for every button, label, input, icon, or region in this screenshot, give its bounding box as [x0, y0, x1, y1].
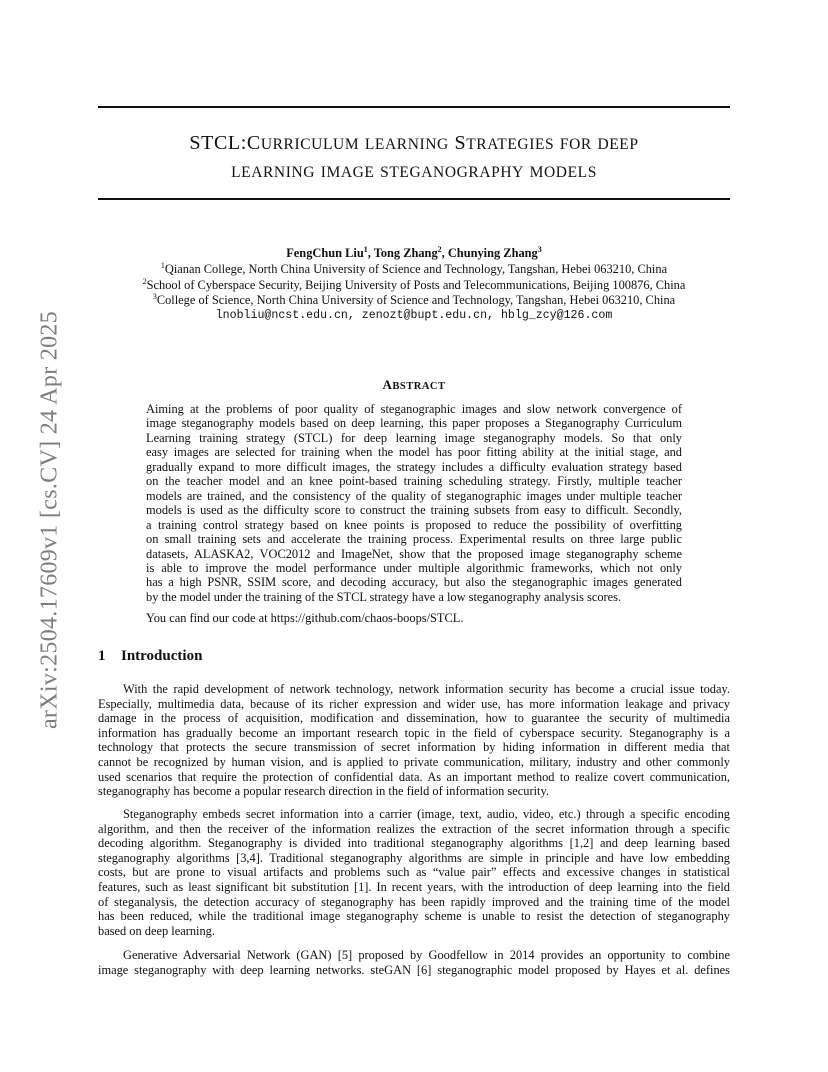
abstract-line: gradually expand to more difficult images, the strategy includes a difficulty evaluation strategy based [146, 459, 682, 474]
author-name: Tong Zhang [373, 246, 438, 260]
paragraph-line: of steganalysis, the detection accuracy of steganography has been rapidly improved and the training time of the model [98, 894, 730, 909]
section-number: 1 [98, 648, 106, 664]
paragraph-line: Especially, multimedia data, because of its richer expression and wider use, has more information leakage and privacy [98, 696, 730, 711]
abstract-line: on small training sets and accelerate the training process. Experimental results on three large public [146, 532, 682, 547]
affiliation-1: $^1$Qianan College, North China University of Science and Technology, Tangshan, Hebei 063210, China [160, 261, 668, 276]
author-name: FengChun Liu [286, 246, 364, 260]
paragraph-line: based on deep learning. [98, 923, 215, 938]
paragraph-line: image steganography with deep learning networks. steGAN [6] steganographic model proposed by Hayes et al. defines [98, 962, 730, 977]
paragraph-line: steganography algorithms [3,4]. Traditional steganography algorithms are simple in principle and have low embedding [98, 850, 730, 865]
abstract-line: is able to improve the model performance under multiple algorithmic frameworks, which not only [146, 560, 682, 575]
paragraph-line: costs, but are prone to visual artifacts and problems such as “value pair” effects and excessive changes in statistical [98, 865, 730, 880]
abstract-line: models is used as the difficulty score to construct the training subsets from easy to difficult. Secondly, [146, 503, 682, 518]
abstract-line: Aiming at the problems of poor quality of steganographic images and slow network convergence of [146, 402, 682, 416]
abstract-line: has a high PSNR, SSIM score, and decoding accuracy, but also the steganographic images generated [146, 575, 682, 590]
abstract-line: a training control strategy based on knee points is proposed to reduce the possibility of overfitting [146, 517, 682, 532]
abstract-code-link-line: You can find our code at https://github.com/chaos-boops/STCL. [146, 611, 464, 625]
affiliation-3: $^3$College of Science, North China University of Science and Technology, Tangshan, Hebei 063210, China [152, 292, 676, 307]
paragraph-line: steganography has become a popular research direction in the field of information security. [98, 784, 549, 799]
abstract-line: models are trained, and the consistency of the quality of steganographic images under multiple teacher [146, 488, 682, 503]
paragraph-line: information has gradually become an important research topic in the field of cyberspace security. Steganography is a [98, 725, 730, 740]
paragraph-line: used scenarios that require the protection of confidential data. As an important method to realize covert communication, [98, 769, 730, 784]
author-name: Chunying Zhang [447, 246, 538, 260]
paragraph-line: has been reduced, while the traditional image steganography scheme is unable to resist the detection of steganography [98, 909, 730, 924]
paragraph-line: features, such as least significant bit substitution [1]. In recent years, with the introduction of deep learning into the field [98, 880, 730, 894]
paragraph-line: Generative Adversarial Network (GAN) [5] proposed by Goodfellow in 2014 provides an opportunity to combine [123, 948, 730, 962]
author-emails: lnobliu@ncst.edu.cn, zenozt@bupt.edu.cn, hblg_zcy@126.com [215, 309, 613, 322]
paragraph-line: Steganography embeds secret information into a carrier (image, text, audio, video, etc.) through a specific encoding [123, 807, 730, 821]
abstract-line: on the teacher model and an knee point-based training scheduling strategy. Firstly, multiple teacher [146, 474, 682, 489]
abstract-heading: ABSTRACT [382, 377, 446, 392]
abstract-line: easy images are selected for training when the model has poor fitting ability at the initial stage, and [146, 445, 682, 460]
paragraph-line: damage in the process of acquisition, modification and dissemination, how to guarantee the security of multimedia [98, 711, 730, 726]
section-heading-introduction [98, 648, 202, 665]
abstract-line: image steganography models based on deep learning, this paper proposes a Steganography Curriculum [146, 416, 682, 431]
paper-title-line-2: LEARNING IMAGE STEGANOGRAPHY MODELS [231, 164, 597, 181]
abstract-line: by the model under the training of the STCL strategy have a low steganography analysis scores. [146, 589, 622, 604]
author-list: FengChun Liu$^1$, Tong Zhang$^2$, Chunying Zhang$^3$ [286, 245, 542, 260]
title-top-rule [98, 106, 730, 108]
paragraph-line: algorithm, and then the receiver of the information realizes the extraction of the secret information through a specific [98, 821, 730, 836]
paragraph-line: cannot be recognized by human vision, and is applied to private communication, military, industry and other commonly [98, 755, 730, 769]
paper-title-line-1: STCL:CURRICULUM LEARNING STRATEGIES FOR DEEP [189, 132, 639, 154]
abstract-line: datasets, ALASKA2, VOC2012 and ImageNet, show that the proposed image steganography scheme [146, 546, 682, 561]
paragraph-line: decoding algorithm. Steganography is divided into traditional steganography algorithms [1,2] and deep learning based [98, 836, 730, 851]
affiliation-2: $^2$School of Cyberspace Security, Beijing University of Posts and Telecommunications, Beijing 100876, China [142, 277, 686, 292]
abstract-line: Learning training strategy (STCL) for deep learning image steganography models. So that only [146, 430, 682, 445]
title-bottom-rule [98, 198, 730, 200]
section-title: Introduction [121, 648, 203, 664]
arxiv-identifier-stamp: arXiv:2504.17609v1 [cs.CV] 24 Apr 2025 [36, 310, 63, 730]
paragraph-line: technology that protects the secure transmission of secret information by hiding information in different media that [98, 740, 730, 755]
paragraph-line: With the rapid development of network technology, network information security has become a crucial issue today. [123, 682, 730, 696]
